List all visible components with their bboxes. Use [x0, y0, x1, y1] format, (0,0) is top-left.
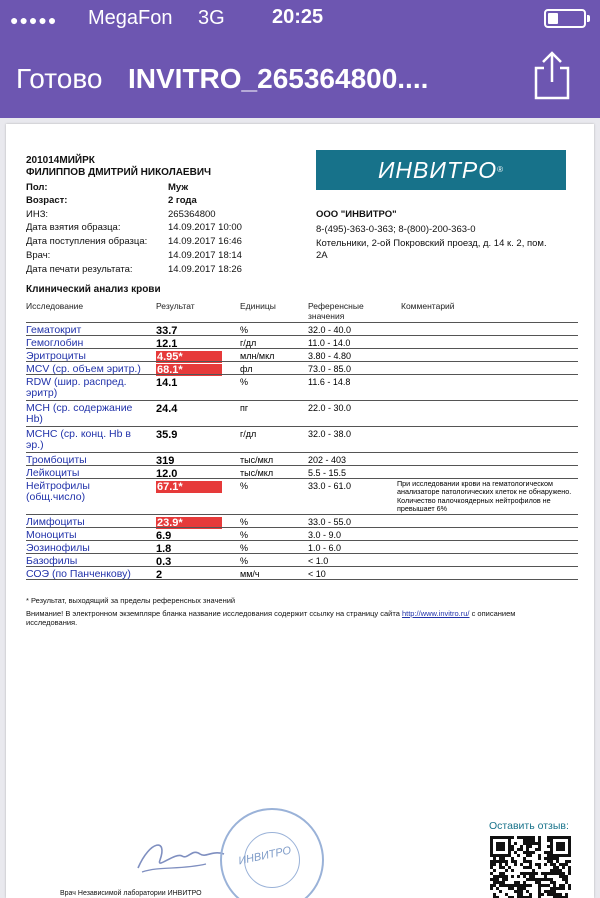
print-date-label: Дата печати результата:: [26, 264, 133, 275]
unit-value: мм/ч: [240, 569, 260, 579]
test-name-link-line2[interactable]: эр.): [26, 439, 44, 451]
result-value: 1.8: [156, 543, 172, 555]
table-row: [26, 452, 578, 465]
test-name-link[interactable]: Гематокрит: [26, 324, 82, 336]
header-test: Исследование: [26, 301, 84, 311]
unit-value: %: [240, 377, 249, 387]
print-date-value: 14.09.2017 18:26: [168, 264, 242, 275]
sample-date-value: 14.09.2017 10:00: [168, 222, 242, 233]
table-row: [26, 527, 578, 540]
unit-value: г/дл: [240, 429, 257, 439]
reference-range: 3.0 - 9.0: [308, 530, 342, 540]
done-button[interactable]: Готово: [16, 63, 103, 94]
status-bar: [0, 0, 600, 38]
test-name-link[interactable]: Эозинофилы: [26, 542, 90, 554]
navigation-bar: [0, 38, 600, 118]
test-name-link[interactable]: MCH (ср. содержание: [26, 402, 133, 414]
reference-range: 32.0 - 38.0: [308, 429, 352, 439]
table-row: [26, 335, 578, 348]
reference-range: 22.0 - 30.0: [308, 403, 352, 413]
reference-range: 33.0 - 61.0: [308, 481, 352, 491]
received-date-label: Дата поступления образца:: [26, 236, 148, 247]
table-row: [26, 374, 578, 400]
doctor-value: 14.09.2017 18:14: [168, 250, 242, 261]
result-value: 6.9: [156, 530, 172, 542]
header-comment: Комментарий: [401, 301, 455, 311]
reference-range: 3.80 - 4.80: [308, 351, 352, 361]
table-row: [26, 361, 578, 374]
test-name-link-line2[interactable]: эритр): [26, 387, 58, 399]
header-unit: Единицы: [240, 301, 276, 311]
sex-value: Муж: [168, 182, 189, 193]
table-title: Клинический анализ крови: [26, 284, 161, 295]
header-ref: Референсные значения: [308, 301, 364, 321]
test-name-link[interactable]: RDW (шир. распред.: [26, 376, 127, 388]
test-name-link[interactable]: Моноциты: [26, 529, 77, 541]
reference-range: 202 - 403: [308, 455, 347, 465]
unit-value: млн/мкл: [240, 351, 275, 361]
clock: 20:25: [272, 6, 324, 28]
unit-value: %: [240, 530, 249, 540]
unit-value: %: [240, 481, 249, 491]
footnote: * Результат, выходящий за пределы референсных значений: [26, 596, 236, 605]
table-row: [26, 348, 578, 361]
unit-value: г/дл: [240, 338, 257, 348]
received-date-value: 14.09.2017 16:46: [168, 236, 242, 247]
warning-line2: исследования.: [26, 618, 78, 627]
test-name-link[interactable]: Эритроциты: [26, 350, 86, 362]
table-row: [26, 566, 578, 579]
result-value-flagged: 67.1*: [156, 481, 222, 493]
doctor-label: Врач:: [26, 250, 51, 261]
unit-value: пг: [240, 403, 249, 413]
unit-value: %: [240, 325, 249, 335]
unit-value: %: [240, 517, 249, 527]
table-header: [26, 298, 578, 322]
lab-phone: 8-(495)-363-0-363; 8-(800)-200-363-0: [316, 224, 476, 235]
result-value-flagged: 68.1*: [156, 364, 222, 376]
lab-address-line2: 2А: [316, 250, 328, 261]
test-name-link[interactable]: Нейтрофилы: [26, 480, 90, 492]
test-name-link[interactable]: СОЭ (по Панченкову): [26, 568, 131, 580]
table-row: [26, 465, 578, 478]
reference-range: 5.5 - 15.5: [308, 468, 347, 478]
table-row: [26, 514, 578, 527]
reference-range: 11.0 - 14.0: [308, 338, 351, 348]
table-row: [26, 426, 578, 452]
result-value-flagged: 23.9*: [156, 517, 222, 529]
unit-value: тыс/мкл: [240, 468, 274, 478]
reference-range: 11.6 - 14.8: [308, 377, 351, 387]
reference-range: 32.0 - 40.0: [308, 325, 352, 335]
unit-value: %: [240, 543, 249, 553]
carrier-label: MegaFon: [88, 7, 173, 29]
test-name-link[interactable]: Лейкоциты: [26, 467, 80, 479]
test-name-link-line2[interactable]: Hb): [26, 413, 43, 425]
feedback-label: Оставить отзыв:: [489, 820, 569, 832]
invitro-logo: ИНВИТРО®: [316, 150, 566, 190]
result-value: 0.3: [156, 556, 172, 568]
signature-image: [130, 830, 230, 880]
battery-icon: [544, 9, 586, 28]
result-value: 24.4: [156, 403, 178, 415]
table-row: [26, 400, 578, 426]
result-value: 33.7: [156, 325, 178, 337]
unit-value: %: [240, 556, 249, 566]
signal-icon: ●●●●●: [10, 12, 58, 28]
table-row: [26, 553, 578, 566]
results-table: [26, 298, 578, 580]
table-body: [26, 322, 578, 579]
test-name-link[interactable]: MCHC (ср. конц. Hb в: [26, 428, 131, 440]
result-value-flagged: 4.95*: [156, 351, 222, 363]
result-value: 14.1: [156, 377, 178, 389]
reference-range: 33.0 - 55.0: [308, 517, 352, 527]
unit-value: тыс/мкл: [240, 455, 274, 465]
test-name-link[interactable]: Базофилы: [26, 555, 78, 567]
reference-range: < 10: [308, 569, 326, 579]
reference-range: 1.0 - 6.0: [308, 543, 342, 553]
lab-org: ООО "ИНВИТРО": [316, 209, 397, 220]
test-name-link[interactable]: Гемоглобин: [26, 337, 84, 349]
comment-text: При исследовании крови на гематологическом анализаторе патологических клеток не обнаружено. Количество палочкоядерных нейтрофилов не превышает 6%: [397, 479, 572, 514]
test-name-link[interactable]: Лимфоциты: [26, 516, 85, 528]
age-label: Возраст:: [26, 195, 68, 206]
lab-stamp: ИНВИТРО: [220, 808, 324, 898]
inz-label: ИНЗ:: [26, 209, 49, 220]
test-name-link[interactable]: MCV (ср. объем эритр.): [26, 363, 141, 375]
warning-text: Внимание! В электронном экземпляре бланка название исследования содержит ссылку на страницу сайта http://www.invitro.ru/ с описанием: [26, 609, 516, 618]
patient-code: 201014МИЙРК: [26, 155, 95, 166]
patient-name: ФИЛИППОВ ДМИТРИЙ НИКОЛАЕВИЧ: [26, 167, 212, 178]
test-name-link-line2[interactable]: (общ.число): [26, 491, 86, 503]
reference-range: 73.0 - 85.0: [308, 364, 352, 374]
top-bar: [0, 0, 600, 118]
lab-address-line1: Котельники, 2-ой Покровский проезд, д. 14 к. 2, пом.: [316, 238, 547, 249]
sex-label: Пол:: [26, 182, 48, 193]
network-label: 3G: [198, 7, 225, 29]
table-row: [26, 540, 578, 553]
result-value: 35.9: [156, 429, 178, 441]
inz-value: 265364800: [168, 209, 216, 220]
doctor-footer: Врач Независимой лаборатории ИНВИТРО: [60, 890, 202, 897]
test-name-link[interactable]: Тромбоциты: [26, 454, 87, 466]
document-title: INVITRO_265364800....: [128, 63, 429, 94]
reference-range: < 1.0: [308, 556, 329, 566]
table-row: [26, 322, 578, 335]
age-value: 2 года: [168, 195, 197, 206]
table-row: [26, 478, 578, 514]
sample-date-label: Дата взятия образца:: [26, 222, 121, 233]
invitro-link[interactable]: http://www.invitro.ru/: [401, 609, 470, 618]
share-icon[interactable]: [532, 50, 572, 100]
header-result: Результат: [156, 301, 195, 311]
unit-value: фл: [240, 364, 253, 374]
result-value: 12.1: [156, 338, 178, 350]
qr-code-icon[interactable]: [490, 836, 572, 898]
result-value: 12.0: [156, 468, 178, 480]
result-value: 2: [156, 569, 163, 581]
result-value: 319: [156, 455, 175, 467]
